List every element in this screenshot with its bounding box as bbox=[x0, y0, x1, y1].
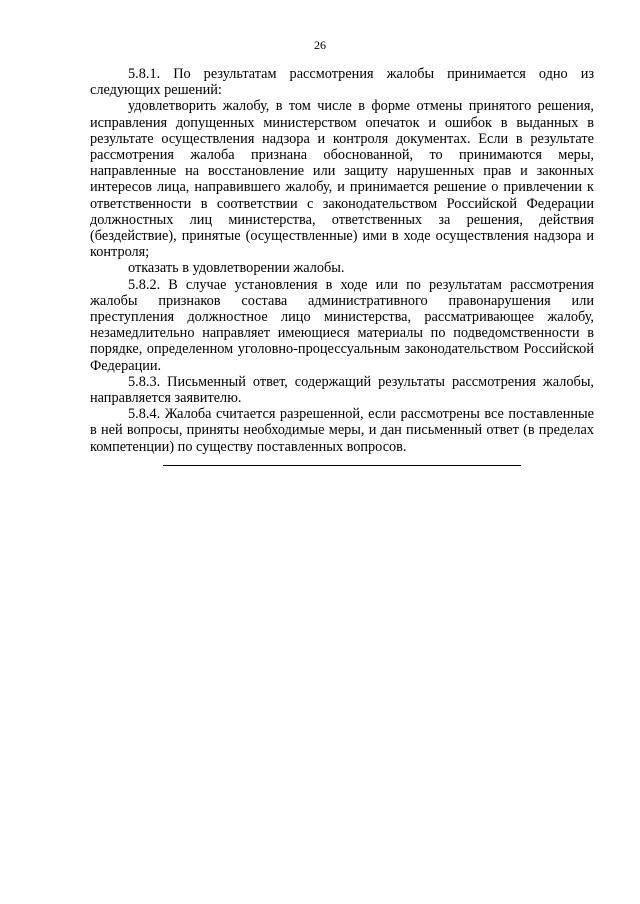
end-of-section-divider bbox=[163, 465, 521, 466]
paragraph-refuse-complaint: отказать в удовлетворении жалобы. bbox=[128, 260, 345, 277]
paragraph-5-8-3: 5.8.3. Письменный ответ, содержащий результаты рассмотрения жалобы, направляется заявителю. bbox=[90, 373, 594, 407]
page-number: 26 bbox=[314, 38, 326, 52]
paragraph-5-8-1: 5.8.1. По результатам рассмотрения жалобы принимается одно из следующих решений: bbox=[90, 66, 594, 99]
paragraph-satisfy-complaint: удовлетворить жалобу, в том числе в форме отмены принятого решения, исправления допущенных министерством опечаток и ошибок в выданных в результате осуществления надзора и контроля документах. Если в результате рассмотрения жалоба признана обоснованной, то принимаются меры, направленные на восстановление или защиту нарушенных прав и законных интересов лица, направившего жалобу, и принимается решение о привлечении к ответственности в соответствии с законодательством Российской Федерации должностных лиц министерства, ответственных за решения, действия (бездействие), принятые (осуществленные) ими в ходе осуществления надзора и контроля; bbox=[90, 98, 594, 261]
paragraph-5-8-4: 5.8.4. Жалоба считается разрешенной, если рассмотрены все поставленные в ней вопросы, приняты необходимые меры, и дан письменный ответ (в пределах компетенции) по существу поставленных вопросов. bbox=[90, 406, 594, 455]
paragraph-5-8-2: 5.8.2. В случае установления в ходе или по результатам рассмотрения жалобы признаков состава административного правонарушения или преступления должностное лицо министерства, рассматривающее жалобу, незамедлительно направляет имеющиеся материалы по подведомственности в порядке, определенном уголовно-процессуальным законодательством Российской Федерации. bbox=[90, 276, 594, 374]
document-body bbox=[90, 66, 594, 455]
